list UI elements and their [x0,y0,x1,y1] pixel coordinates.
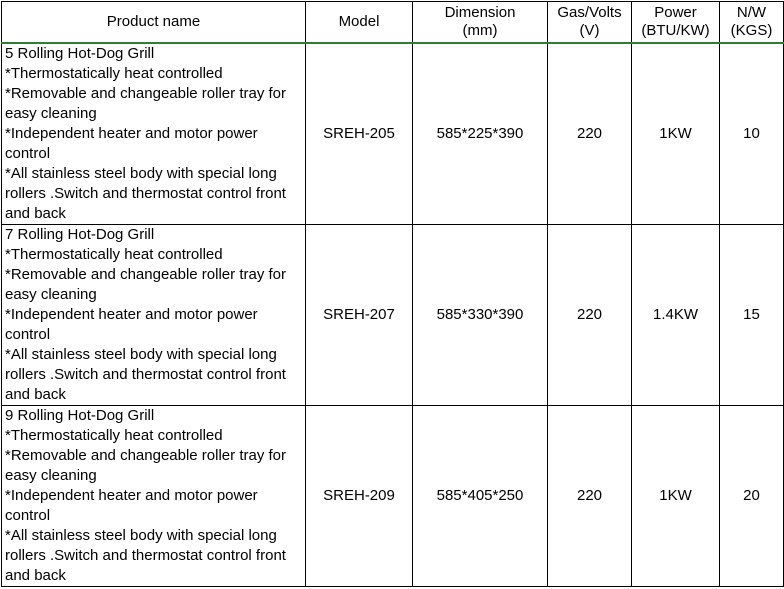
model-cell: SREH-207 [306,225,413,406]
table-row [2,406,784,587]
product-name-cell: 5 Rolling Hot-Dog Grill *Thermostatically heat controlled *Removable and changeable roller tray for easy cleaning *Independent heater and motor power control *All stainless steel body with special long rollers .Switch and thermostat control front and back [2,43,306,225]
header-net-weight: N/W (KGS) [720,2,784,44]
header-power: Power (BTU/KW) [632,2,720,44]
product-spec-table [1,1,784,587]
net-weight-cell: 10 [720,43,784,225]
net-weight-cell: 20 [720,406,784,587]
dimension-cell: 585*405*250 [413,406,548,587]
table-row [2,225,784,406]
table-row [2,43,784,225]
net-weight-cell: 15 [720,225,784,406]
power-cell: 1KW [632,43,720,225]
power-cell: 1.4KW [632,225,720,406]
model-cell: SREH-205 [306,43,413,225]
volts-cell: 220 [548,406,632,587]
model-cell: SREH-209 [306,406,413,587]
dimension-cell: 585*330*390 [413,225,548,406]
product-name-cell: 9 Rolling Hot-Dog Grill *Thermostatically heat controlled *Removable and changeable roller tray for easy cleaning *Independent heater and motor power control *All stainless steel body with special long rollers .Switch and thermostat control front and back [2,406,306,587]
product-name-cell: 7 Rolling Hot-Dog Grill *Thermostatically heat controlled *Removable and changeable roller tray for easy cleaning *Independent heater and motor power control *All stainless steel body with special long rollers .Switch and thermostat control front and back [2,225,306,406]
dimension-cell: 585*225*390 [413,43,548,225]
volts-cell: 220 [548,225,632,406]
header-gas-volts: Gas/Volts (V) [548,2,632,44]
power-cell: 1KW [632,406,720,587]
header-row [2,2,784,44]
volts-cell: 220 [548,43,632,225]
header-dimension: Dimension (mm) [413,2,548,44]
header-model: Model [306,2,413,44]
header-product-name: Product name [2,2,306,44]
